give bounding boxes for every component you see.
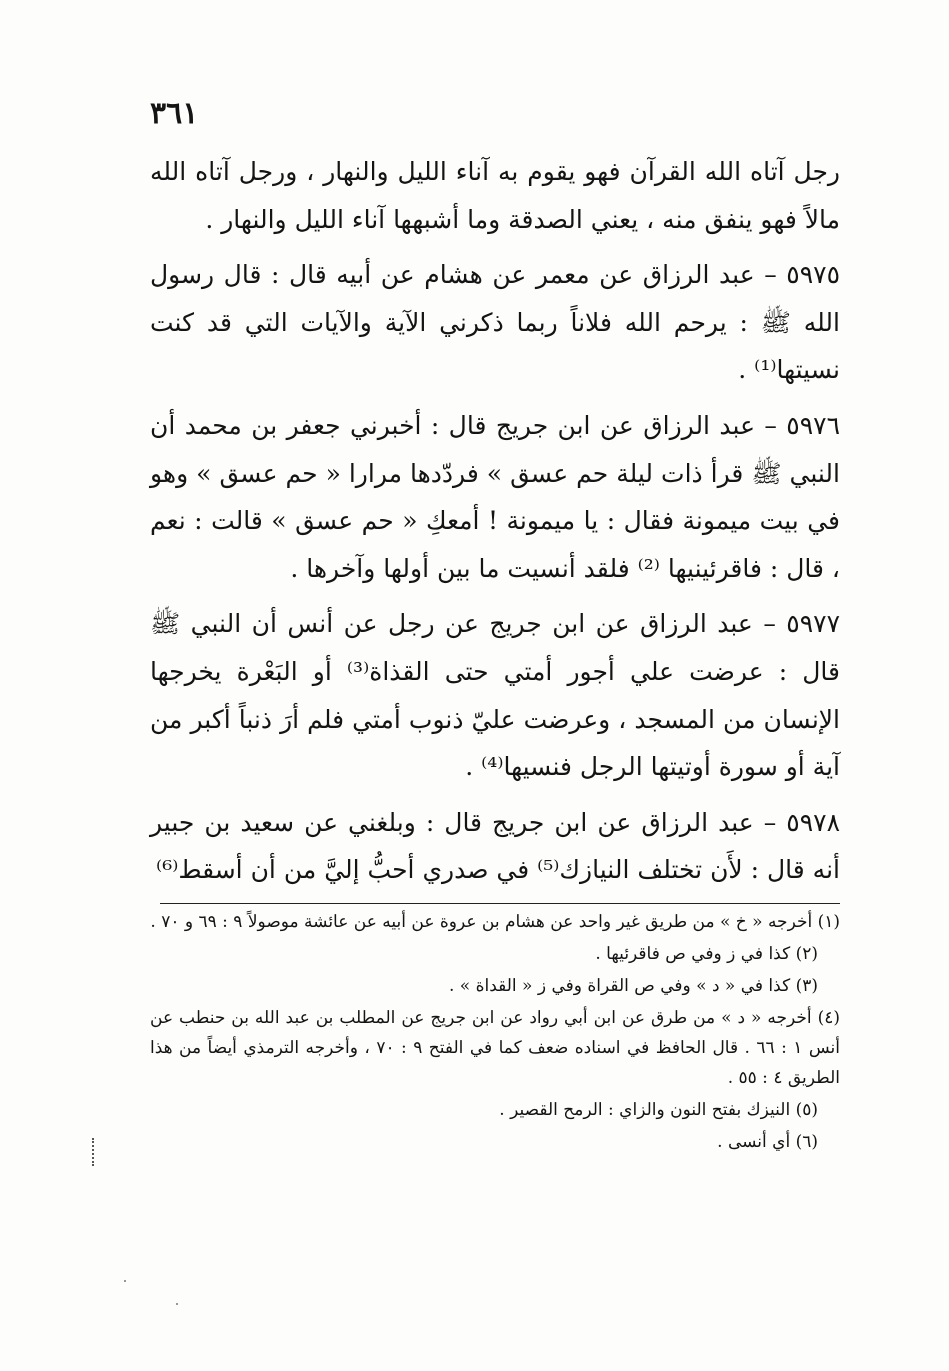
hadith-5977: ٥٩٧٧ – عبد الرزاق عن ابن جريج عن رجل عن أنس أن النبي ﷺ قال : عرضت علي أجور أمتي حتى القذاة⁽³⁾ أو البَعْرة يخرجها الإنسان من المسجد ، وعرضت عليّ ذنوب أمتي فلم أرَ ذنباً أكبر من آية أو سورة أوتيتها الرجل فنسيها⁽⁴⁾ . [150,609,841,782]
page-number: ٣٦١ [150,96,199,131]
hadith-5978: ٥٩٧٨ – عبد الرزاق عن ابن جريج قال : وبلغني عن سعيد بن جبير أنه قال : لأَن تختلف النيازك⁽⁵⁾ في صدري أحبُّ إليَّ من أن أسقط⁽⁶⁾ [150,807,840,885]
paragraph-continuation: رجل آتاه الله القرآن فهو يقوم به آناء الليل والنهار ، ورجل آتاه الله مالاً فهو ينفق منه ، يعني الصدقة وما أشبهها آناء الليل والنهار . [150,157,840,234]
footnote-6: (٦) أي أنسى . [717,1132,818,1152]
footnotes [150,907,840,1159]
hadith-5976: ٥٩٧٦ – عبد الرزاق عن ابن جريج قال : أخبرني جعفر بن محمد أن النبي ﷺ قرأ ذات ليلة حم عسق » فردّدها مرارا « حم عسق » وهو في بيت ميمونة فقال : يا ميمونة ! أمعكِ « حم عسق » قالت : نعم ، قال : فاقرئينيها ⁽²⁾ فلقد أنسيت ما بين أولها وآخرها . [150,410,840,583]
footnote-1: (١) أخرجه « خ » من طريق غير واحد عن هشام بن عروة عن أبيه عن عائشة موصولاً ٩ : ٦٩ و ٧٠ . [150,912,840,932]
paper-speck [124,1280,126,1282]
footnote-4: (٤) أخرجه « د » من طرق عن ابن أبي رواد عن ابن جريج عن المطلب بن عبد الله بن حنطب عن أنس ١ : ٦٦ . قال الحافظ في اسناده ضعف كما في الفتح ٩ : ٧٠ ، وأخرجه الترمذي أيضاً من هذا الطريق ٤ : ٥٥ . [150,1008,840,1088]
footnote-2: (٢) كذا في ز وفي ص فاقرئيها . [595,944,818,964]
footnote-5: (٥) النيزك بفتح النون والزاي : الرمح القصير . [499,1100,818,1120]
main-text [150,148,840,902]
footnote-divider [160,903,840,904]
hadith-5975: ٥٩٧٥ – عبد الرزاق عن معمر عن هشام عن أبيه قال : قال رسول الله ﷺ : يرحم الله فلاناً ربما ذكرني الآية والآيات التي قد كنت نسيتها⁽¹⁾ . [150,260,840,385]
footnote-3: (٣) كذا في « د » وفي ص القراة وفي ز « القداة » . [448,976,818,996]
margin-mark [92,1138,98,1166]
paper-speck [176,1303,178,1305]
